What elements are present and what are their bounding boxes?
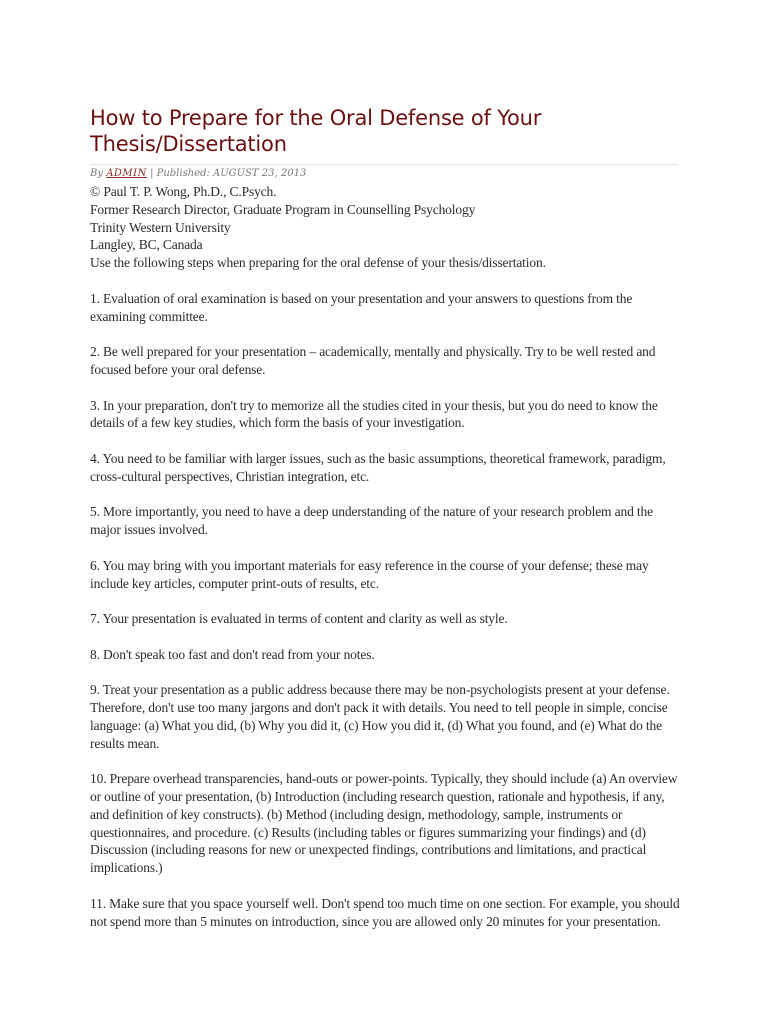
step-paragraph: 5. More importantly, you need to have a deep understanding of the nature of your research problem and the major issues involved. (90, 504, 653, 538)
intro-line: Use the following steps when preparing for the oral defense of your thesis/dissertation. (90, 255, 546, 271)
publish-date: | Published: AUGUST 23, 2013 (150, 168, 307, 179)
title-divider (90, 164, 678, 165)
article (90, 0, 680, 948)
step-paragraph: 9. Treat your presentation as a public address because there may be non-psychologists present at your defense. Therefore, don't use too many jargons and don't pack it with details. You need to tell people in simple, concise language: (a) What you did, (b) Why you did it, (c) How you did it, (d) What you found, and (e) What do the results mean. (90, 682, 670, 751)
author-info-line: Trinity Western University (90, 219, 231, 235)
article-body (90, 183, 680, 930)
author-info-line: Former Research Director, Graduate Program in Counselling Psychology (90, 201, 476, 217)
title-line-2: Thesis/Dissertation (90, 132, 287, 156)
byline (90, 167, 680, 181)
step-paragraph: 1. Evaluation of oral examination is based on your presentation and your answers to questions from the examining committee. (90, 290, 633, 324)
author-link[interactable]: ADMIN (106, 168, 147, 179)
author-info (90, 183, 680, 272)
step-paragraph: 4. You need to be familiar with larger issues, such as the basic assumptions, theoretical framework, paradigm, cross-cultural perspectives, Christian integration, etc. (90, 450, 666, 484)
step-paragraph: 2. Be well prepared for your presentation – academically, mentally and physically. Try to be well rested and focused before your oral defense. (90, 344, 656, 377)
step-paragraph: 11. Make sure that you space yourself well. Don't spend too much time on one section. For example, you should not spend more than 5 minutes on introduction, since you are allowed only 20 minutes for your presentation. (90, 895, 680, 929)
step-paragraph: 6. You may bring with you important materials for easy reference in the course of your defense; these may include key articles, computer print-outs of results, etc. (90, 557, 649, 591)
step-paragraph: 7. Your presentation is evaluated in terms of content and clarity as well as style. (90, 611, 508, 627)
step-paragraph: 8. Don't speak too fast and don't read from your notes. (90, 646, 375, 662)
author-info-line: © Paul T. P. Wong, Ph.D., C.Psych. (90, 184, 277, 199)
step-paragraph: 10. Prepare overhead transparencies, hand-outs or power-points. Typically, they should include (a) An overview or outline of your presentation, (b) Introduction (including research question, rationale and hypothesis, if any, and definition of key constructs). (b) Method (including design, methodology, sample, instruments or questionnaires, and procedure. (c) Results (including tables or figures summarizing your findings) and (d) Discussion (including reasons for new or unexpected findings, contributions and limitations, and practical implications.) (90, 771, 678, 876)
article-title (90, 105, 680, 157)
step-paragraph: 3. In your preparation, don't try to memorize all the studies cited in your thesis, but you do need to know the details of a few key studies, which form the basis of your investigation. (90, 397, 658, 431)
title-line-1: How to Prepare for the Oral Defense of Your (90, 106, 542, 130)
author-info-line: Langley, BC, Canada (90, 237, 203, 253)
byline-prefix: By (90, 168, 103, 179)
